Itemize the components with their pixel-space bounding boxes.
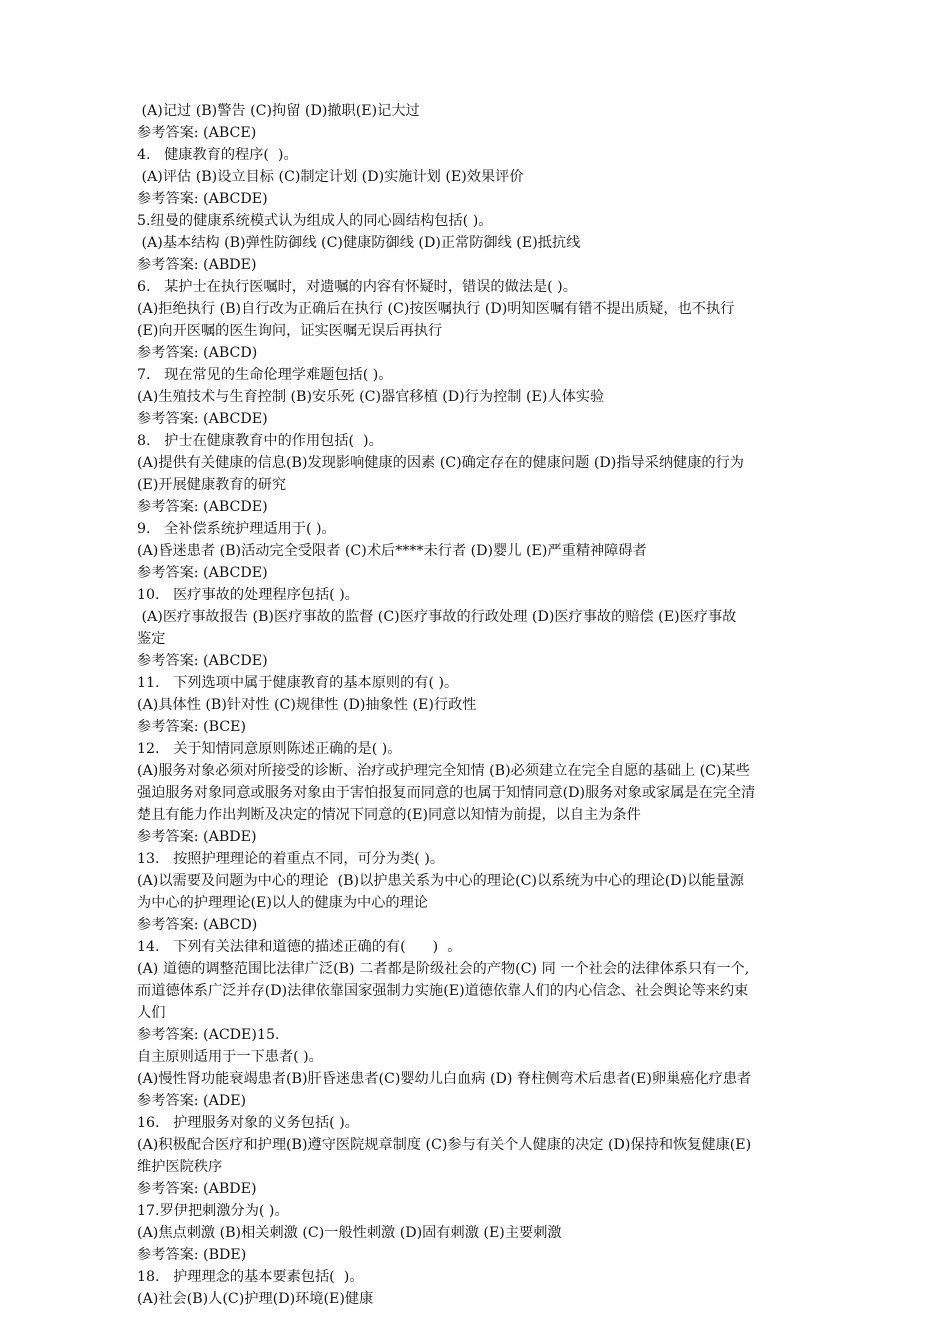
options-line: (A)提供有关健康的信息(B)发现影响健康的因素 (C)确定存在的健康问题 (D)指导采纳健康的行为	[137, 455, 744, 471]
document-body	[137, 100, 882, 1310]
question-line: 13. 按照护理理论的着重点不同，可分为类( )。	[137, 851, 445, 867]
options-line: 维护医院秩序	[137, 1159, 223, 1175]
options-line: (E)向开医嘱的医生询问，证实医嘱无误后再执行	[137, 323, 443, 339]
question-line: 自主原则适用于一下患者( )。	[137, 1049, 323, 1065]
question-line: 4. 健康教育的程序( )。	[137, 147, 298, 163]
options-line: 鉴定	[137, 631, 166, 647]
options-line: 楚且有能力作出判断及决定的情况下同意的(E)同意以知情为前提，以自主为条件	[137, 807, 641, 823]
options-line: 人们	[137, 1005, 166, 1021]
options-line: (A)具体性 (B)针对性 (C)规律性 (D)抽象性 (E)行政性	[137, 697, 477, 713]
answer-line: 参考答案: (ABCDE)	[137, 499, 268, 515]
question-line: 18. 护理理念的基本要素包括( )。	[137, 1269, 364, 1285]
answer-line: 参考答案: (ABCDE)	[137, 191, 268, 207]
options-line: (A)拒绝执行 (B)自行改为正确后在执行 (C)按医嘱执行 (D)明知医嘱有错不提出质疑，也不执行	[137, 301, 735, 317]
answer-line: 参考答案: (ABDE)	[137, 829, 257, 845]
options-line: (A)医疗事故报告 (B)医疗事故的监督 (C)医疗事故的行政处理 (D)医疗事故的赔偿 (E)医疗事故	[137, 609, 737, 625]
options-line: 为中心的护理理论(E)以人的健康为中心的理论	[137, 895, 428, 911]
answer-line: 参考答案: (ABDE)	[137, 1181, 257, 1197]
answer-line: 参考答案: (ACDE)15.	[137, 1027, 280, 1043]
answer-line: 参考答案: (ABCD)	[137, 917, 258, 933]
options-line: (A)昏迷患者 (B)活动完全受限者 (C)术后****未行者 (D)婴儿 (E)严重精神障碍者	[137, 543, 647, 559]
options-line: (A)服务对象必须对所接受的诊断、治疗或护理完全知情 (B)必须建立在完全自愿的基础上 (C)某些	[137, 763, 750, 779]
options-line: (A)生殖技术与生育控制 (B)安乐死 (C)器官移植 (D)行为控制 (E)人体实验	[137, 389, 605, 405]
question-line: 12. 关于知情同意原则陈述正确的是( )。	[137, 741, 402, 757]
options-line: 而道德体系广泛并存(D)法律依靠国家强制力实施(E)道德依靠人们的内心信念、社会舆论等来约束	[137, 983, 749, 999]
options-line: (A)基本结构 (B)弹性防御线 (C)健康防御线 (D)正常防御线 (E)抵抗线	[137, 235, 581, 251]
question-line: 14. 下列有关法律和道德的描述正确的有( ) 。	[137, 939, 462, 955]
options-line: 强迫服务对象同意或服务对象由于害怕报复而同意的也属于知情同意(D)服务对象或家属是在完全清	[137, 785, 756, 801]
answer-line: 参考答案: (ABCE)	[137, 125, 257, 141]
question-line: 10. 医疗事故的处理程序包括( )。	[137, 587, 359, 603]
answer-line: 参考答案: (BCE)	[137, 719, 247, 735]
answer-line: 参考答案: (ADE)	[137, 1093, 247, 1109]
answer-line: 参考答案: (ABCDE)	[137, 411, 268, 427]
question-line: 9. 全补偿系统护理适用于( )。	[137, 521, 336, 537]
question-line: 17.罗伊把刺激分为( )。	[137, 1203, 289, 1219]
answer-line: 参考答案: (ABDE)	[137, 257, 257, 273]
question-line: 6. 某护士在执行医嘱时，对遗嘱的内容有怀疑时，错误的做法是( )。	[137, 279, 577, 295]
answer-line: 参考答案: (ABCDE)	[137, 565, 268, 581]
options-line: (A)社会(B)人(C)护理(D)环境(E)健康	[137, 1291, 374, 1307]
options-line: (E)开展健康教育的研究	[137, 477, 287, 493]
question-line: 11. 下列选项中属于健康教育的基本原则的有( )。	[137, 675, 459, 691]
options-line: (A)以需要及问题为中心的理论 (B)以护患关系为中心的理论(C)以系统为中心的理论(D)以能量源	[137, 873, 744, 889]
question-line: 8. 护士在健康教育中的作用包括( )。	[137, 433, 383, 449]
text-line: (A)记过 (B)警告 (C)拘留 (D)撤职(E)记大过	[137, 103, 420, 119]
question-line: 16. 护理服务对象的义务包括( )。	[137, 1115, 359, 1131]
options-line: (A) 道德的调整范围比法律广泛(B) 二者都是阶级社会的产物(C) 同 一个社会的法律体系只有一个,	[137, 961, 750, 977]
answer-line: 参考答案: (ABCD)	[137, 345, 258, 361]
answer-line: 参考答案: (ABCDE)	[137, 653, 268, 669]
options-line: (A)评估 (B)设立目标 (C)制定计划 (D)实施计划 (E)效果评价	[137, 169, 524, 185]
answer-line: 参考答案: (BDE)	[137, 1247, 247, 1263]
question-line: 7. 现在常见的生命伦理学难题包括( )。	[137, 367, 393, 383]
options-line: (A)慢性肾功能衰竭患者(B)肝昏迷患者(C)婴幼儿白血病 (D) 脊柱侧弯术后患者(E)卵巢癌化疗患者	[137, 1071, 752, 1087]
question-line: 5.纽曼的健康系统模式认为组成人的同心圆结构包括( )。	[137, 213, 493, 229]
options-line: (A)积极配合医疗和护理(B)遵守医院规章制度 (C)参与有关个人健康的决定 (D)保持和恢复健康(E)	[137, 1137, 752, 1153]
options-line: (A)焦点刺激 (B)相关刺激 (C)一般性刺激 (D)固有刺激 (E)主要刺激	[137, 1225, 562, 1241]
